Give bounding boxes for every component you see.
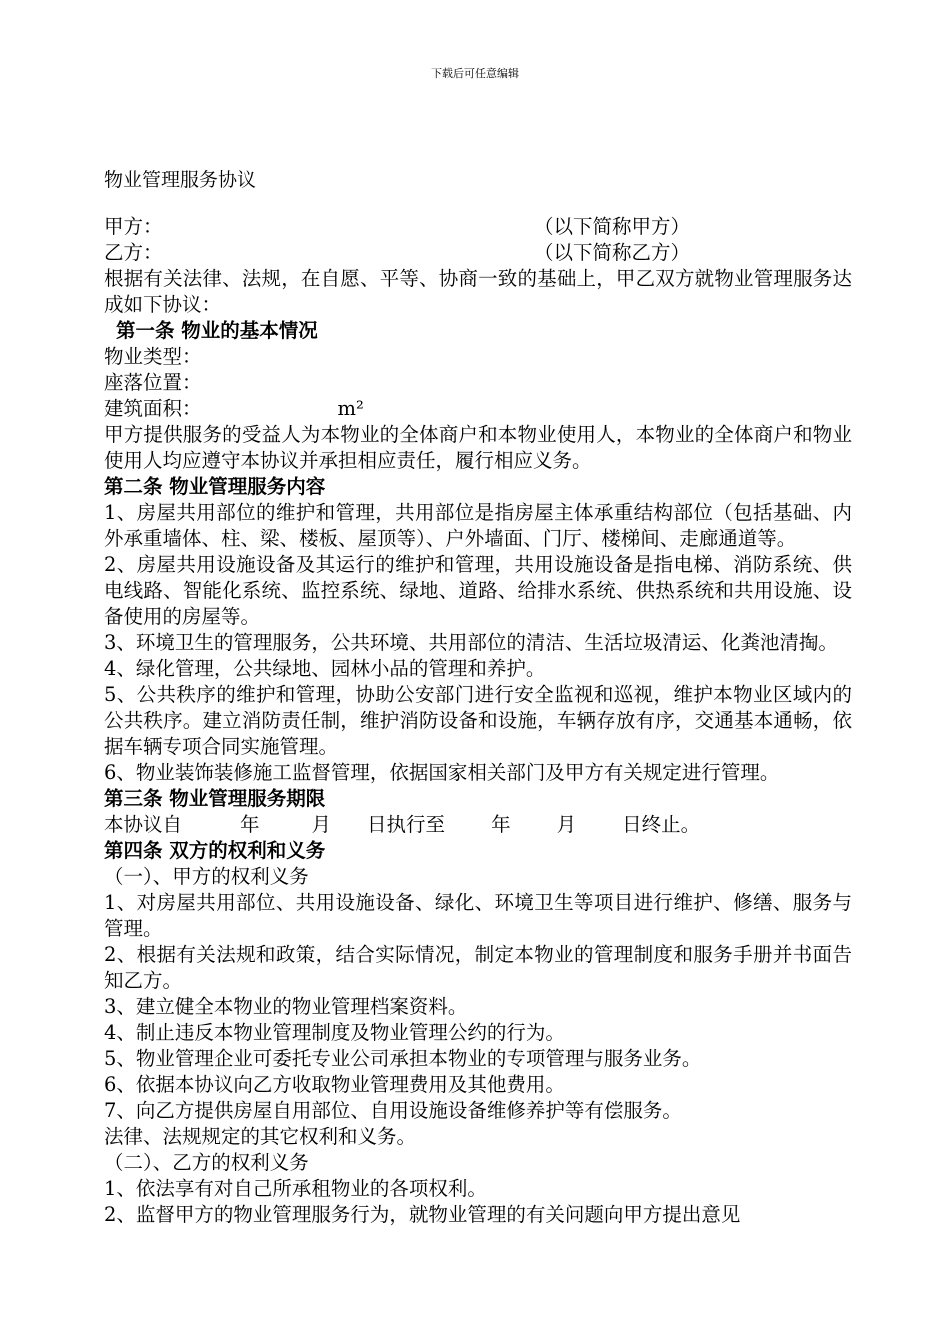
party-a-item: 3、建立健全本物业的物业管理档案资料。 <box>104 995 468 1018</box>
article2-item: 5、公共秩序的维护和管理，协助公安部门进行安全监视和巡视，维护本物业区域内的公共秩序。建立消防责任制，维护消防设备和设施，车辆存放有序，交通基本通畅，依据车辆专项合同实施管理。 <box>104 683 852 758</box>
article2-item: 3、环境卫生的管理服务，公共环境、共用部位的清洁、生活垃圾清运、化粪池清掏。 <box>104 631 838 654</box>
preamble: 根据有关法律、法规，在自愿、平等、协商一致的基础上，甲乙双方就物业管理服务达成如下协议： <box>104 267 852 316</box>
term-line <box>104 812 852 838</box>
term-text: 月 <box>556 813 577 836</box>
article2-item: 1、房屋共用部位的维护和管理，共用部位是指房屋主体承重结构部位（包括基础、内外承重墙体、柱、梁、楼板、屋顶等）、户外墙面、门厅、楼梯间、走廊通道等。 <box>104 501 852 550</box>
party-b-alias: （以下简称乙方） <box>534 241 691 264</box>
party-a-label: 甲方： <box>104 215 163 238</box>
location-label: 座落位置： <box>104 371 202 394</box>
article1-text: 甲方提供服务的受益人为本物业的全体商户和本物业使用人，本物业的全体商户和物业使用人均应遵守本协议并承担相应责任，履行相应义务。 <box>104 423 852 472</box>
term-text: 日执行至 <box>367 813 446 836</box>
party-a-item: 2、根据有关法规和政策，结合实际情况，制定本物业的管理制度和服务手册并书面告知乙方。 <box>104 943 852 992</box>
party-a-item: 5、物业管理企业可委托专业公司承担本物业的专项管理与服务业务。 <box>104 1047 702 1070</box>
term-text: 年 <box>240 813 260 836</box>
term-text: 本协议自 <box>104 813 183 836</box>
party-b-item: 2、监督甲方的物业管理服务行为，就物业管理的有关问题向甲方提出意见 <box>104 1203 741 1226</box>
party-b-rights-heading: （二）、乙方的权利义务 <box>104 1151 309 1174</box>
party-a-item: 4、制止违反本物业管理制度及物业管理公约的行为。 <box>104 1021 565 1044</box>
party-b-line <box>104 240 852 266</box>
party-a-item: 法律、法规规定的其它权利和义务。 <box>104 1125 417 1148</box>
term-text: 年 <box>491 813 511 836</box>
party-b-item: 1、依法享有对自己所承租物业的各项权利。 <box>104 1177 487 1200</box>
party-a-item: 6、依据本协议向乙方收取物业管理费用及其他费用。 <box>104 1073 565 1096</box>
term-text: 日终止。 <box>622 813 701 836</box>
article3-heading: 第三条 物业管理服务期限 <box>104 787 326 810</box>
party-a-line <box>104 214 852 240</box>
property-type-label: 物业类型： <box>104 345 202 368</box>
header-note: 下载后可任意编辑 <box>431 67 519 80</box>
page-title: 物业管理服务协议 <box>104 169 257 191</box>
article1-heading: 第一条 物业的基本情况 <box>116 319 318 342</box>
article2-item: 4、绿化管理，公共绿地、园林小品的管理和养护。 <box>104 657 546 680</box>
area-label: 建筑面积： <box>104 397 202 420</box>
document-body <box>104 214 852 1228</box>
article2-item: 2、房屋共用设施设备及其运行的维护和管理，共用设施设备是指电梯、消防系统、供电线路、智能化系统、监控系统、绿地、道路、给排水系统、供热系统和共用设施、设备使用的房屋等。 <box>104 553 852 628</box>
article2-item: 6、物业装饰装修施工监督管理，依据国家相关部门及甲方有关规定进行管理。 <box>104 761 780 784</box>
party-b-label: 乙方： <box>104 241 163 264</box>
party-a-item: 7、向乙方提供房屋自用部位、自用设施设备维修养护等有偿服务。 <box>104 1099 682 1122</box>
party-a-alias: （以下简称甲方） <box>534 215 691 238</box>
article2-heading: 第二条 物业管理服务内容 <box>104 475 326 498</box>
area-unit: m² <box>337 397 364 420</box>
article4-heading: 第四条 双方的权利和义务 <box>104 839 326 862</box>
area-line <box>104 396 852 422</box>
party-a-rights-heading: （一）、甲方的权利义务 <box>104 865 309 888</box>
party-a-item: 1、对房屋共用部位、共用设施设备、绿化、环境卫生等项目进行维护、修缮、服务与管理。 <box>104 891 852 940</box>
term-text: 月 <box>311 813 332 836</box>
